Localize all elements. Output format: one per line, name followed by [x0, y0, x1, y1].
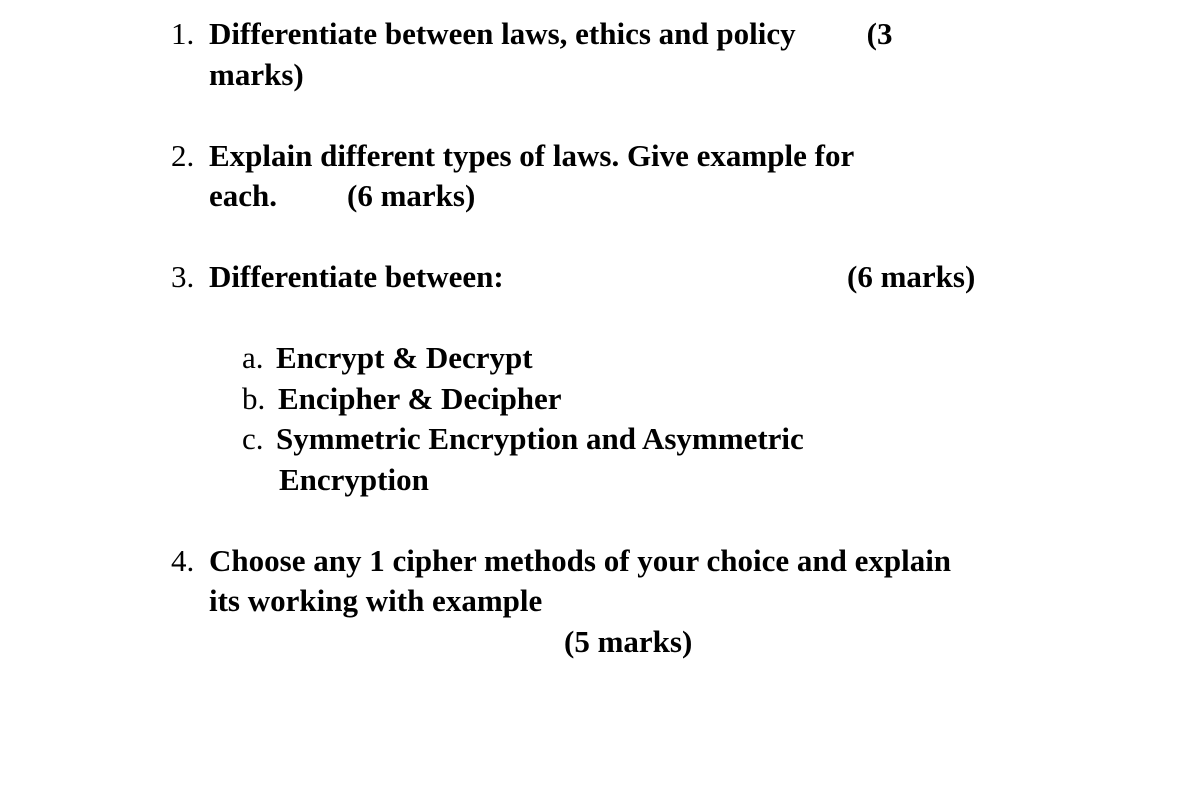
question-4 [171, 541, 1179, 663]
question-1 [171, 14, 1179, 95]
subitem-a [242, 338, 1179, 379]
question-text-line [209, 176, 1179, 217]
subitem-b [242, 379, 1179, 420]
subitem-text-continued: Encryption [279, 461, 429, 497]
question-text-line [209, 14, 1179, 55]
question-3 [171, 257, 1179, 298]
subitem-letter: b. [242, 380, 266, 416]
subitem-text: Encrypt & Decrypt [276, 340, 533, 375]
question-text: Explain different types of laws. Give example for [209, 137, 855, 173]
question-number: 2. [171, 137, 195, 173]
question-2 [171, 136, 1179, 217]
question-marks-continued: marks) [209, 56, 304, 92]
subitem-letter: c. [242, 421, 264, 456]
question-marks: (5 marks) [564, 623, 693, 659]
question-sheet [0, 14, 1179, 662]
subitem-letter: a. [242, 340, 264, 375]
question-marks: (6 marks) [847, 259, 976, 294]
question-number: 4. [171, 542, 195, 578]
subitem-text: Encipher & Decipher [278, 380, 562, 416]
question-text: Differentiate between laws, ethics and policy [209, 16, 796, 51]
question-text-continued: each. [209, 178, 278, 213]
question-number: 3. [171, 259, 195, 294]
question-text: Differentiate between: [209, 259, 504, 294]
subitem-c [242, 419, 1179, 500]
question-marks: (3 [866, 16, 893, 51]
question-text-continued: its working with example [209, 583, 543, 618]
question-text: Choose any 1 cipher methods of your choice and explain [209, 542, 952, 578]
question-marks: (6 marks) [347, 178, 476, 213]
question-number: 1. [171, 16, 195, 51]
subitem-text: Symmetric Encryption and Asymmetric [276, 421, 804, 456]
